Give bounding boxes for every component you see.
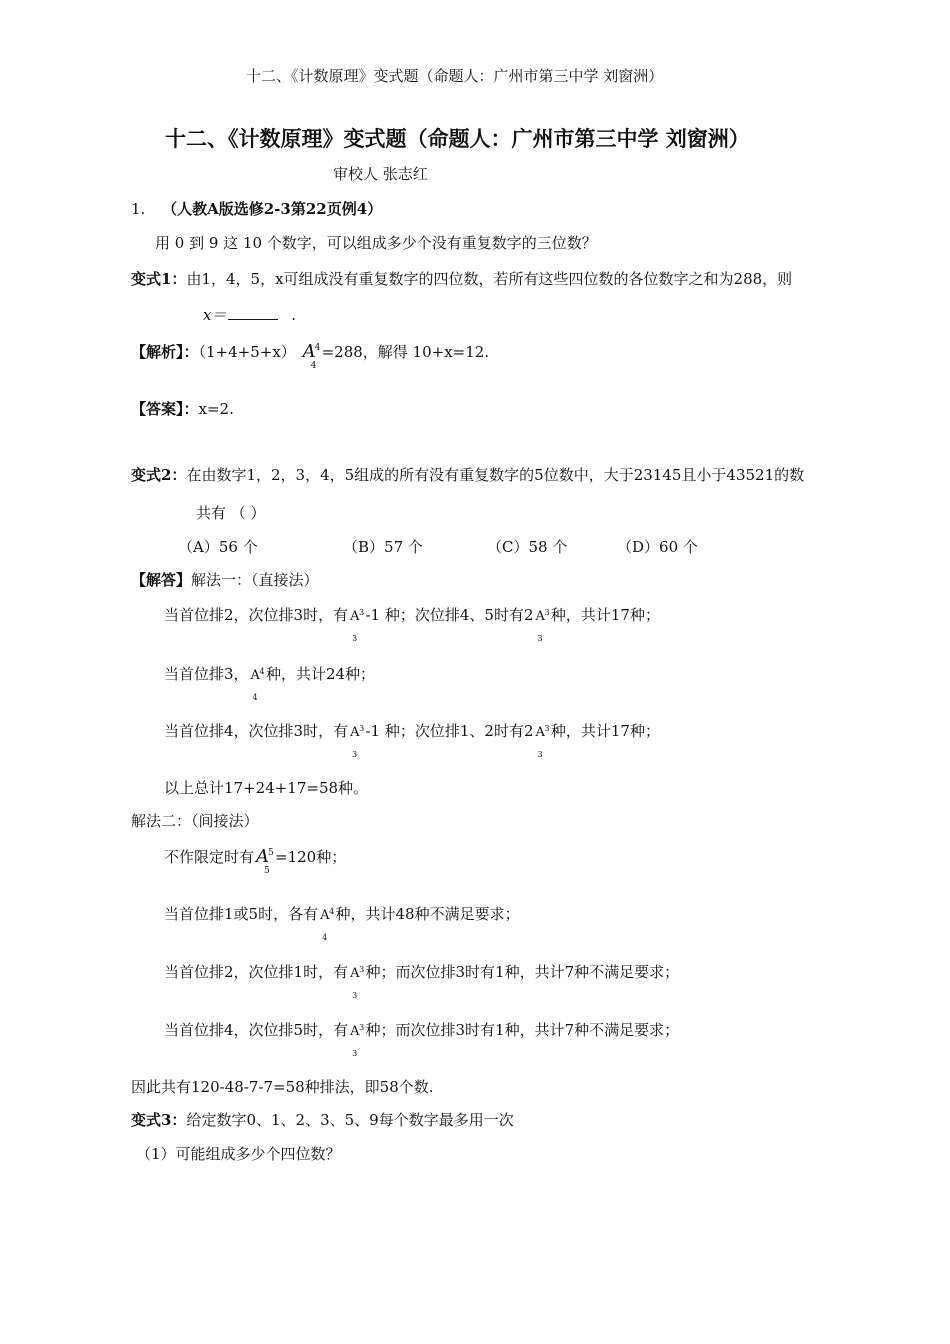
question-1: [131, 199, 382, 219]
solution-2-step-1: 不作限定时有 A 5 5 =120种；: [164, 846, 347, 876]
solution-total: 以上总计17+24+17=58种。: [164, 779, 369, 797]
option-a: （A）56 个: [178, 538, 258, 556]
solution-1-heading: 解法一：（直接法）: [191, 571, 319, 589]
solution-heading: [131, 570, 319, 590]
permutation-symbol: A 3 3: [350, 608, 365, 643]
variant-text: 在由数字1，2，3，4，5组成的所有没有重复数字的5位数中，大于23145且小于43521的数: [186, 466, 805, 484]
solution-step-1: 当首位排2，次位排3时，有 A 3 3 -1 种；次位排4、5时有2 A 3 3 种，共计17种；: [164, 606, 660, 643]
blank-prefix: x＝: [203, 306, 227, 324]
solution-2-step-2: 当首位排1或5时，各有 A 4 4 种，共计48种不满足要求；: [164, 905, 520, 942]
variant-label: 变式1：: [131, 270, 187, 288]
question-1-text: 用 0 到 9 这 10 个数字，可以组成多少个没有重复数字的三位数？: [155, 234, 597, 252]
reviewer: 审校人 张志红: [333, 165, 428, 183]
permutation-symbol: A 4 4: [320, 907, 335, 942]
permutation-symbol: A 3 3: [535, 724, 550, 759]
permutation-symbol: A 5 5: [256, 846, 274, 876]
variant-2: [131, 465, 804, 485]
solution-2-heading: 解法二：（间接法）: [131, 812, 259, 830]
solution-conclusion: 因此共有120-48-7-7=58种排法，即58个数.: [131, 1078, 434, 1096]
solution-label: 【解答】: [131, 571, 192, 589]
option-b: （B）57 个: [343, 538, 423, 556]
answer-label: 【答案】：: [131, 400, 199, 418]
variant-text: 由1，4，5，x可组成没有重复数字的四位数，若所有这些四位数的各位数字之和为288，则: [186, 270, 793, 288]
variant-3: [131, 1110, 514, 1130]
solution-step-3: 当首位排4，次位排3时，有 A 3 3 -1 种；次位排1、2时有2 A 3 3 种，共计17种；: [164, 722, 660, 759]
variant-3-subquestion-1: （1）可能组成多少个四位数？: [136, 1145, 341, 1163]
page-header: 十二、《计数原理》变式题（命题人：广州市第三中学 刘窗洲）: [246, 67, 664, 85]
question-number: 1.: [131, 200, 146, 218]
variant-1: [131, 269, 792, 289]
permutation-symbol: A 4 4: [302, 341, 321, 371]
permutation-symbol: A 4 4: [250, 667, 265, 702]
permutation-symbol: A 3 3: [350, 965, 365, 1000]
option-d: （D）60 个: [617, 538, 698, 556]
variant-label: 变式2：: [131, 466, 187, 484]
analysis-label: 【解析】：: [131, 343, 199, 361]
solution-2-step-4: 当首位排4，次位排5时，有 A 3 3 种；而次位排3时有1种，共计7种不满足要求；: [164, 1021, 680, 1058]
solution-2-step-3: 当首位排2，次位排1时，有 A 3 3 种；而次位排3时有1种，共计7种不满足要求；: [164, 963, 680, 1000]
variant-2-text-2: 共有 （ ）: [196, 504, 266, 522]
question-source: （人教A版选修2-3第22页例4）: [162, 200, 383, 218]
answer-blank-line: [203, 305, 296, 325]
permutation-symbol: A 3 3: [350, 1023, 365, 1058]
analysis-part-a: （1+4+5+x）: [198, 343, 296, 361]
blank-suffix: .: [291, 306, 297, 324]
analysis-line: [131, 341, 490, 371]
permutation-symbol: A 3 3: [350, 724, 365, 759]
solution-step-2: 当首位排3， A 4 4 种，共计24种；: [164, 665, 376, 702]
answer-blank: [228, 305, 278, 320]
permutation-symbol: A 3 3: [535, 608, 550, 643]
option-c: （C）58 个: [487, 538, 568, 556]
answer-line: [131, 399, 234, 419]
variant-text: 给定数字0、1、2、3、5、9每个数字最多用一次: [186, 1111, 514, 1129]
variant-label: 变式3：: [131, 1111, 187, 1129]
answer-value: x=2.: [198, 400, 234, 418]
page-title: 十二、《计数原理》变式题（命题人：广州市第三中学 刘窗洲）: [165, 127, 750, 151]
analysis-part-b: =288，解得 10+x=12.: [321, 343, 490, 361]
